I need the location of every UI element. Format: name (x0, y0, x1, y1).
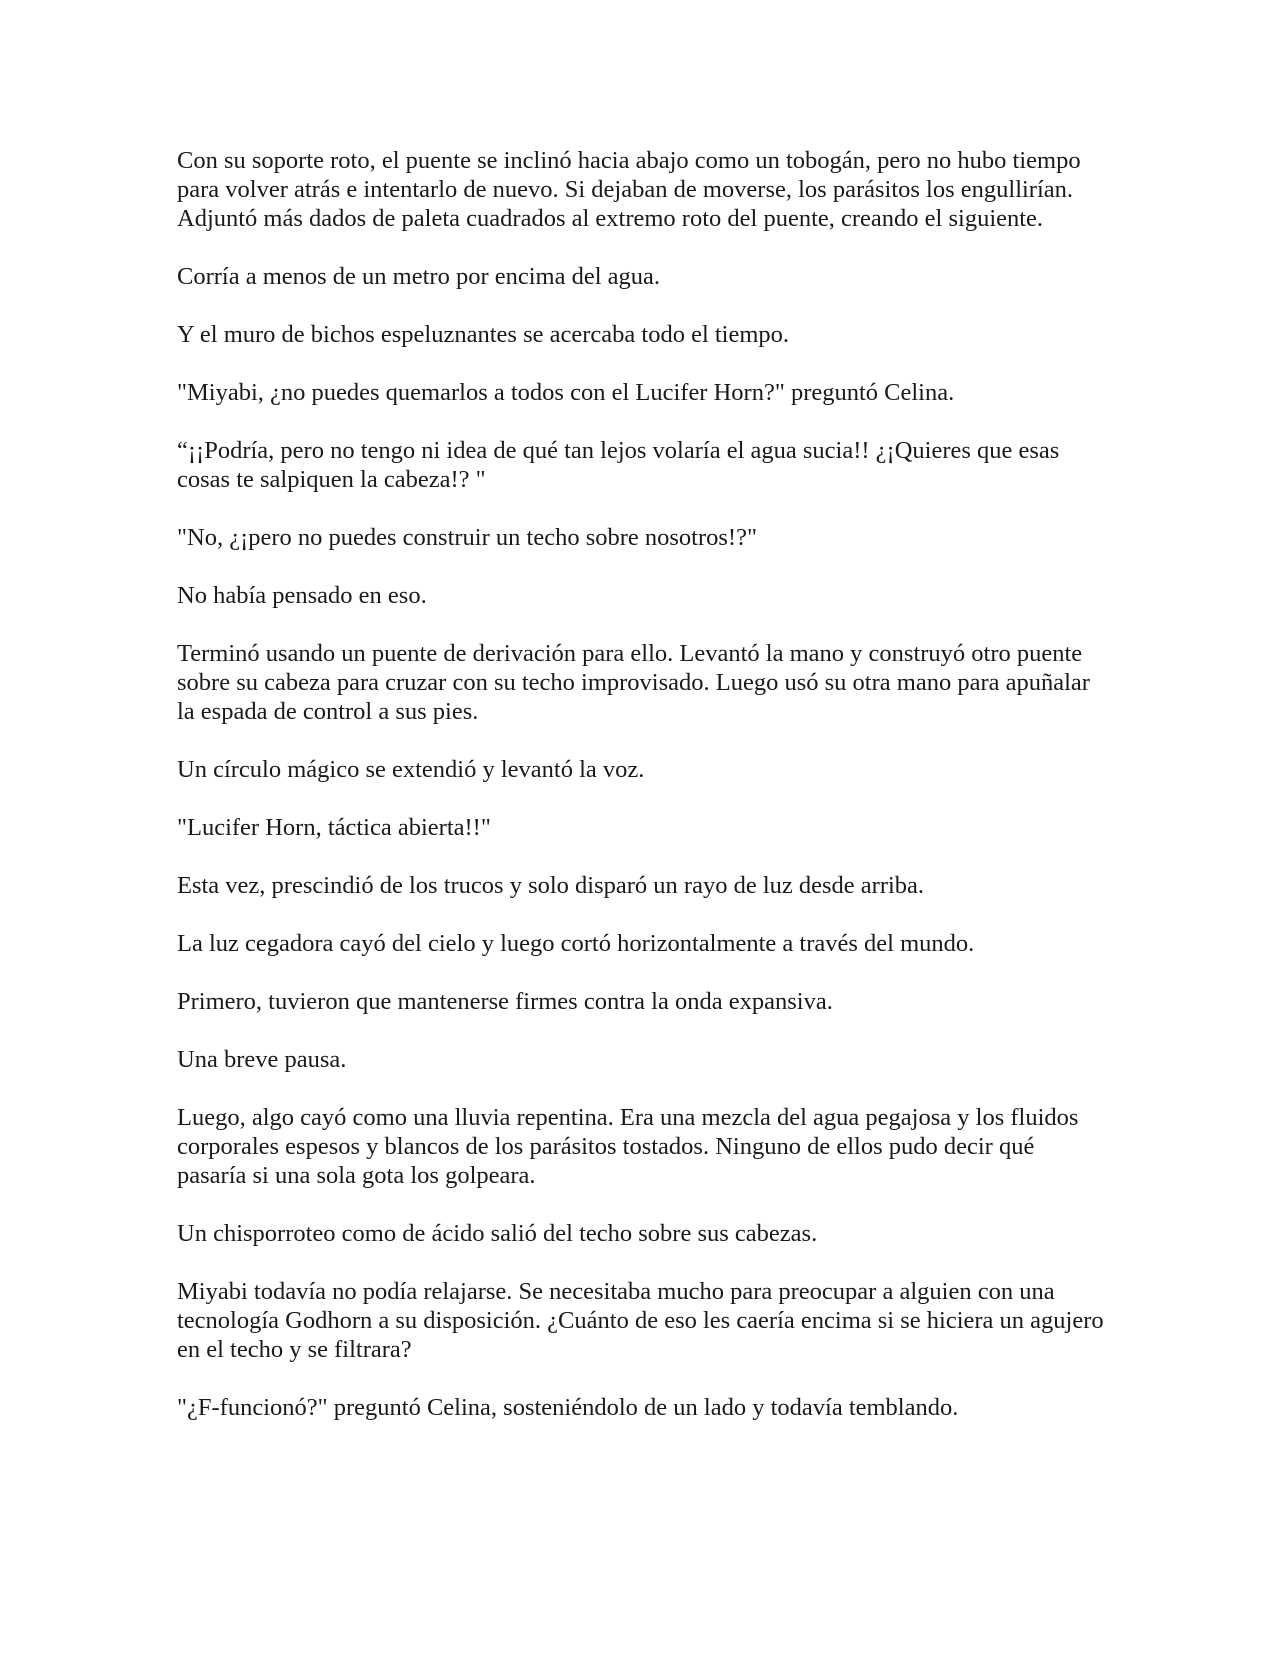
paragraph: La luz cegadora cayó del cielo y luego cortó horizontalmente a través del mundo. (177, 930, 975, 957)
paragraph: Y el muro de bichos espeluznantes se acercaba todo el tiempo. (177, 321, 790, 348)
paragraph: Primero, tuvieron que mantenerse firmes contra la onda expansiva. (177, 988, 833, 1015)
paragraph: Terminó usando un puente de derivación para ello. Levantó la mano y construyó otro puente sobre su cabeza para cruzar con su techo improvisado. Luego usó su otra mano para apuñalar la espada de control a sus pies. (177, 640, 1090, 725)
paragraph: Miyabi todavía no podía relajarse. Se necesitaba mucho para preocupar a alguien con una tecnología Godhorn a su disposición. ¿Cuánto de eso les caería encima si se hiciera un agujero en el techo y se filtrara? (177, 1278, 1104, 1363)
paragraph: Luego, algo cayó como una lluvia repentina. Era una mezcla del agua pegajosa y los fluidos corporales espesos y blancos de los parásitos tostados. Ninguno de ellos pudo decir qué pasaría si una sola gota los golpeara. (177, 1104, 1079, 1189)
paragraph: Un círculo mágico se extendió y levantó la voz. (177, 756, 645, 783)
paragraph: Una breve pausa. (177, 1046, 347, 1073)
paragraph: "No, ¿¡pero no puedes construir un techo sobre nosotros!?" (177, 524, 757, 551)
paragraph: Corría a menos de un metro por encima del agua. (177, 263, 661, 290)
paragraph: Esta vez, prescindió de los trucos y solo disparó un rayo de luz desde arriba. (177, 872, 925, 899)
paragraph: "Miyabi, ¿no puedes quemarlos a todos con el Lucifer Horn?" preguntó Celina. (177, 379, 955, 406)
paragraph: Un chisporroteo como de ácido salió del techo sobre sus cabezas. (177, 1220, 818, 1247)
paragraph: "Lucifer Horn, táctica abierta!!" (177, 814, 491, 841)
paragraph: "¿F-funcionó?" preguntó Celina, sosteniéndolo de un lado y todavía temblando. (177, 1394, 959, 1421)
paragraph: No había pensado en eso. (177, 582, 427, 609)
document-body (177, 146, 1107, 1451)
paragraph: “¡¡Podría, pero no tengo ni idea de qué tan lejos volaría el agua sucia!! ¿¡Quieres que esas cosas te salpiquen la cabeza!? " (177, 437, 1060, 493)
paragraph: Con su soporte roto, el puente se inclinó hacia abajo como un tobogán, pero no hubo tiempo para volver atrás e intentarlo de nuevo. Si dejaban de moverse, los parásitos los engullirían. Adjuntó más dados de paleta cuadrados al extremo roto del puente, creando el siguiente. (177, 147, 1081, 232)
